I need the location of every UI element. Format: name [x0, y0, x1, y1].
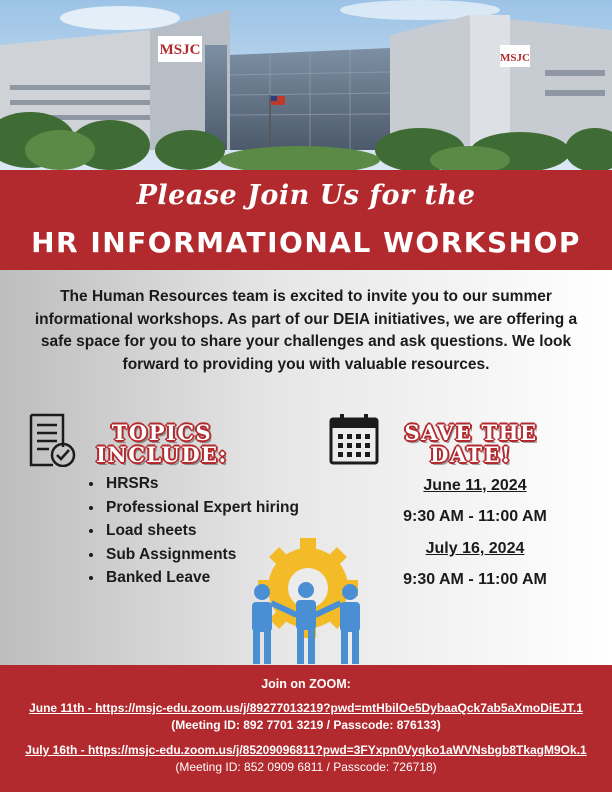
zoom-footer: [0, 665, 612, 792]
save-heading-line1: SAVE THE: [404, 420, 538, 445]
session-time: 9:30 AM - 11:00 AM: [403, 571, 547, 588]
content-section: [0, 270, 612, 665]
gears-team-icon: [236, 538, 376, 666]
topics-heading: [92, 422, 232, 466]
zoom-link-june[interactable]: June 11th - https://msjc-edu.zoom.us/j/89277013219?pwd=mtHbilOe5DybaaQck7ab5aXmoDiEJT.1: [29, 701, 583, 715]
title-banner: [0, 170, 612, 270]
list-item: • Professional Expert hiring: [104, 496, 304, 520]
session-time: 9:30 AM - 11:00 AM: [403, 508, 547, 525]
list-item: • HRSRs: [104, 472, 304, 496]
session-date: June 11, 2024: [423, 477, 527, 494]
calendar-icon: [329, 413, 379, 465]
save-heading-line2: DATE!: [430, 442, 512, 467]
session-june: [380, 475, 570, 528]
topics-heading-line2: INCLUDE:: [96, 442, 228, 467]
zoom-link-july[interactable]: July 16th - https://msjc-edu.zoom.us/j/85209096811?pwd=3FYxpn0Vyqko1aWVNsbgb8TkagM9Ok.1: [25, 743, 587, 757]
list-item: • Banked Leave: [104, 566, 304, 590]
meeting-info-june: (Meeting ID: 892 7701 3219 / Passcode: 876133): [171, 718, 441, 732]
session-july: [380, 538, 570, 591]
building-sign-left: MSJC: [159, 42, 201, 58]
page-title: HR INFORMATIONAL WORKSHOP: [31, 226, 581, 259]
session-date: July 16, 2024: [425, 540, 525, 557]
list-item: • Load sheets: [104, 519, 304, 543]
building-sign-right: MSJC: [500, 52, 530, 64]
banner-script-line: Please Join Us for the: [136, 180, 476, 211]
campus-building-photo: [0, 0, 612, 170]
list-item: • Sub Assignments: [104, 543, 304, 567]
document-checklist-icon: [27, 413, 77, 467]
meeting-info-july: (Meeting ID: 852 0909 6811 / Passcode: 726718): [175, 760, 437, 774]
topics-heading-line1: TOPICS: [111, 420, 213, 445]
save-the-date-heading: [396, 422, 546, 466]
header-photo: [0, 0, 612, 170]
intro-paragraph: The Human Resources team is excited to invite you to our summer informational workshops. As part of our DEIA initiatives, we are offering a safe space for you to share your challenges and ask questions. We look forward to providing you with valuable resources.: [34, 288, 578, 373]
zoom-heading: Join on ZOOM:: [261, 677, 351, 691]
